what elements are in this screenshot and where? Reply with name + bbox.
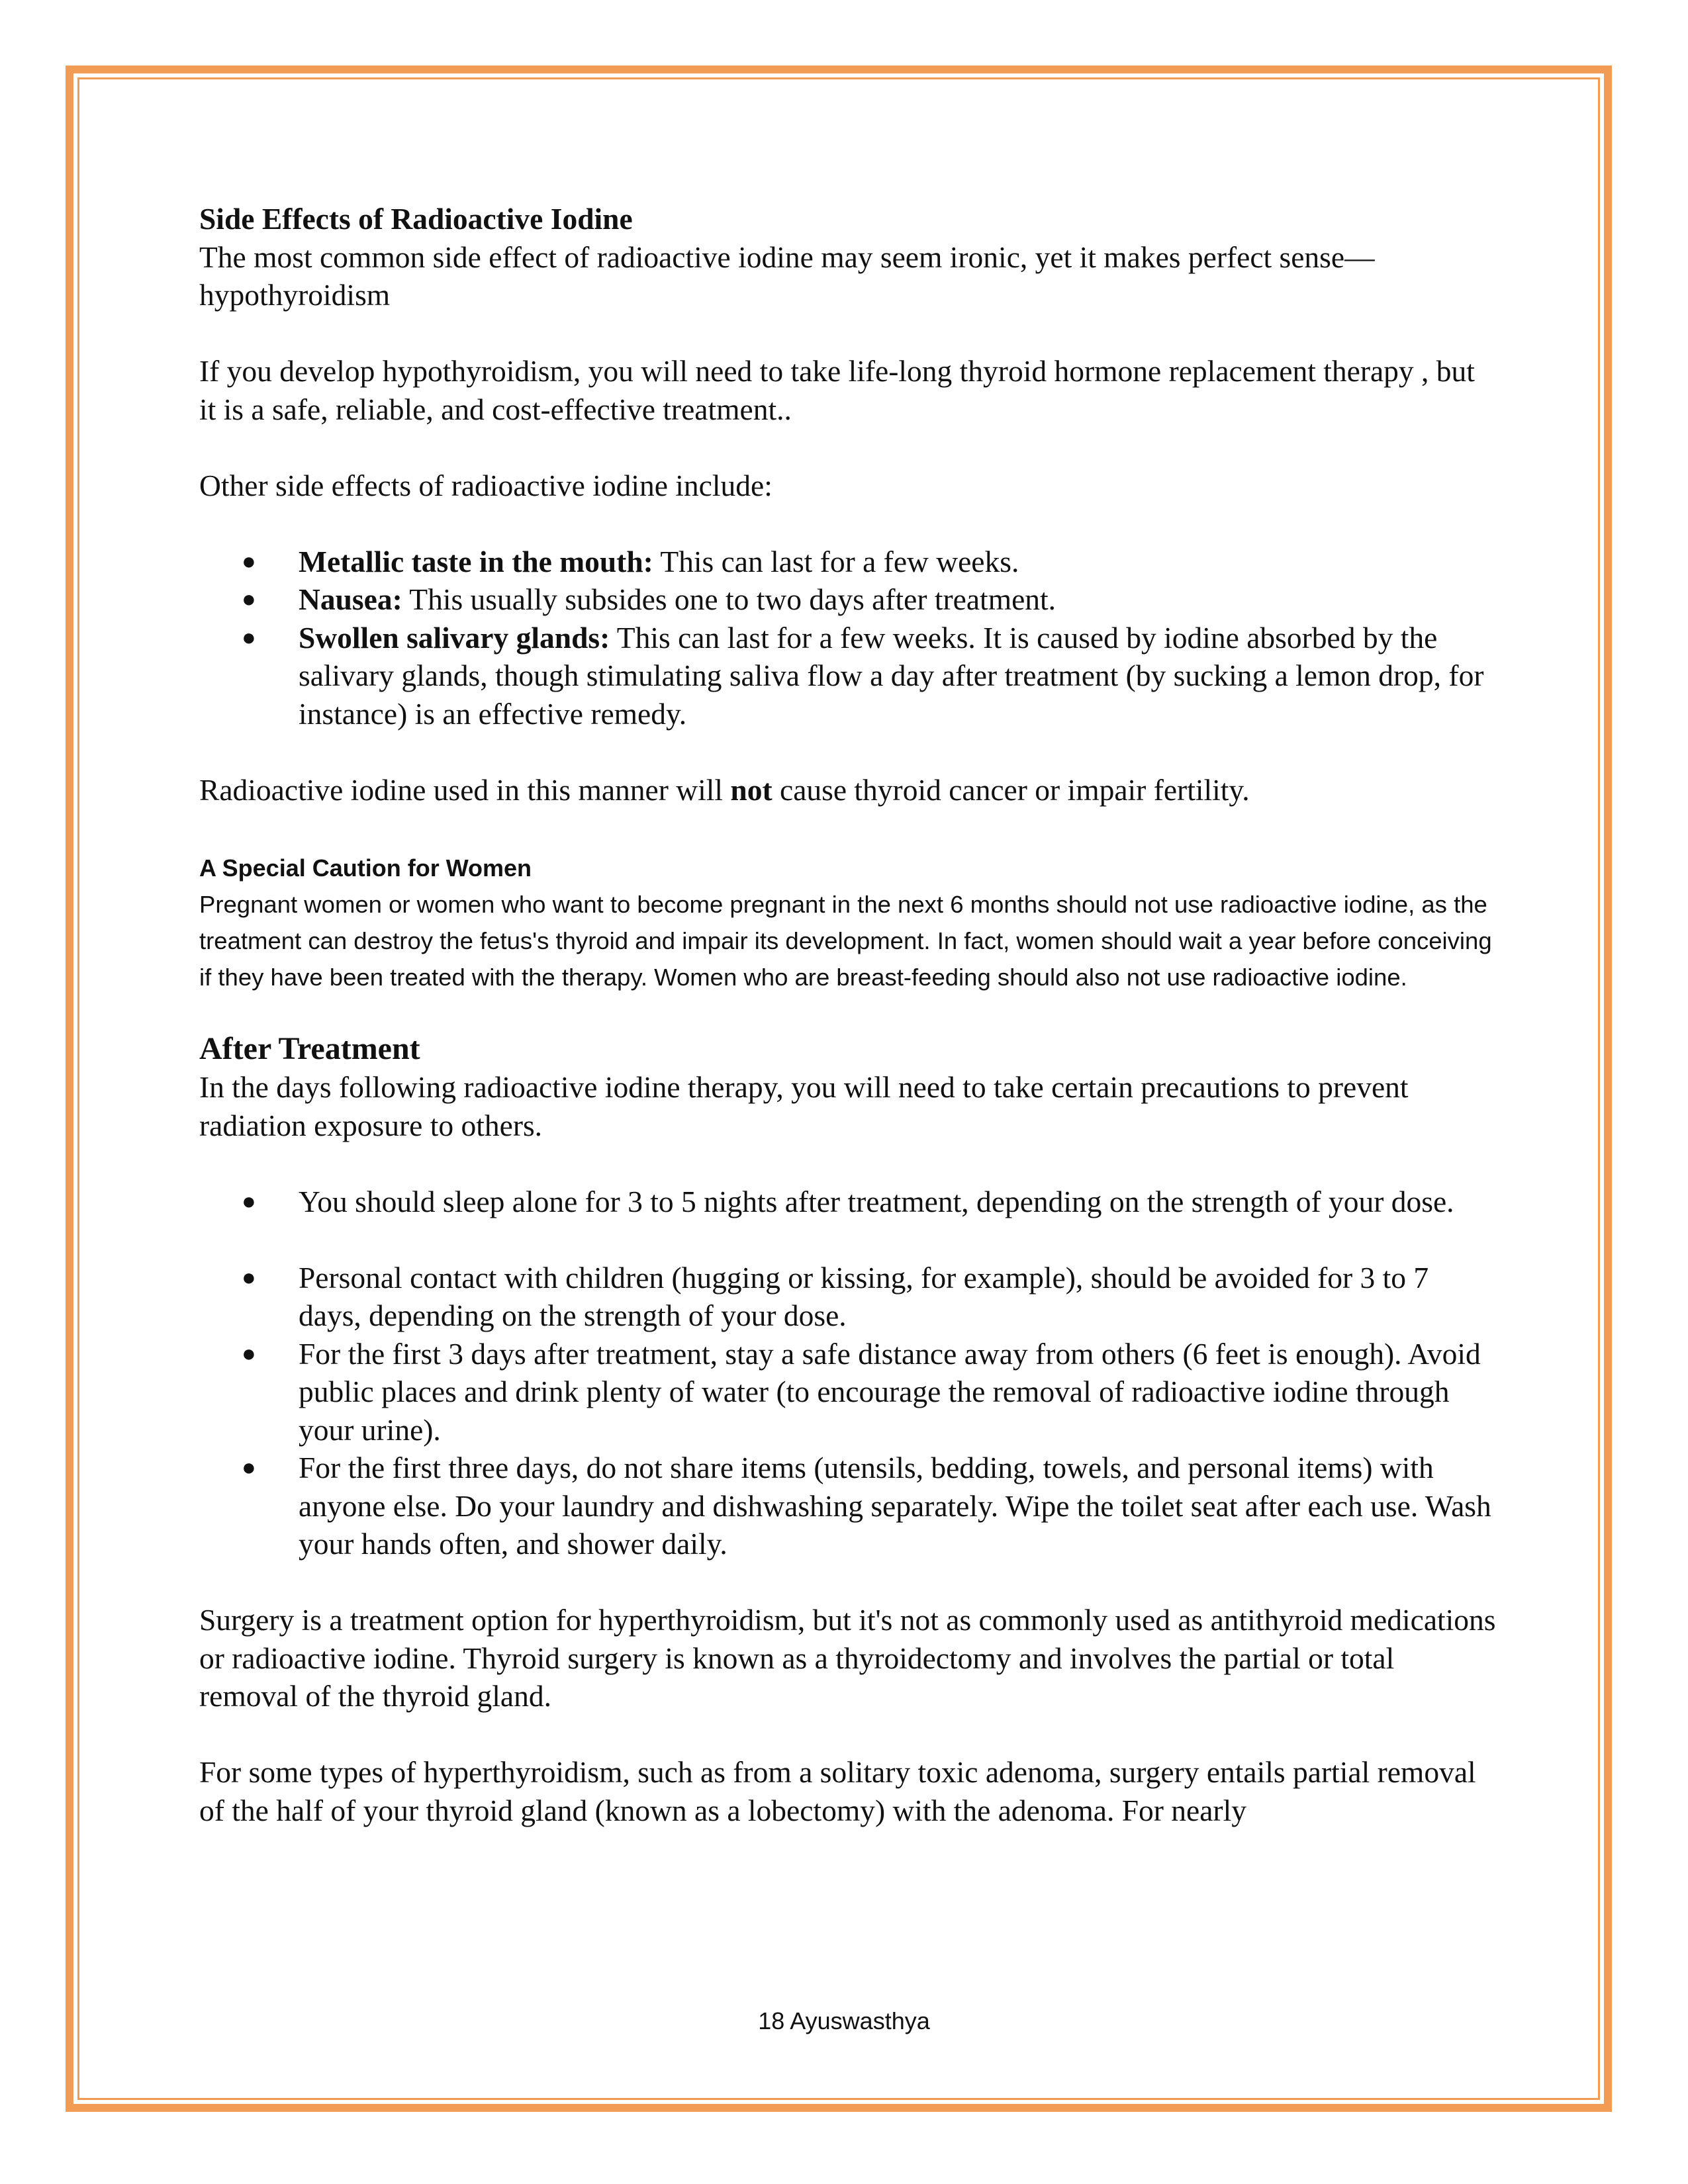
page-footer: 18 Ayuswasthya xyxy=(758,2007,930,2034)
side-effects-list xyxy=(199,543,1497,733)
list-item: ● For the first 3 days after treatment, stay a safe distance away from others (6 feet is enough). Avoid public places and drink plenty of water (to encourage the removal of radioactive iodine through your urine). xyxy=(199,1335,1497,1449)
list-item: ● Swollen salivary glands: This can last for a few weeks. It is caused by iodine absorbed by the salivary glands, though stimulating saliva flow a day after treatment (by sucking a lemon drop, for instance) is an effective remedy. xyxy=(199,619,1497,733)
precautions-list-1 xyxy=(199,1183,1497,1221)
bullet-icon: ● xyxy=(242,623,256,651)
caution-heading: A Special Caution for Women xyxy=(199,854,532,882)
paragraph-other-effects: Other side effects of radioactive iodine include: xyxy=(199,468,773,502)
paragraph-hypothyroidism: If you develop hypothyroidism, you will need to take life-long thyroid hormone replacement therapy , but it is a safe, reliable, and cost-effective treatment.. xyxy=(199,354,1475,426)
paragraph-intro: The most common side effect of radioactive iodine may seem ironic, yet it makes perfect sense—hypothyroidism xyxy=(199,240,1375,312)
paragraph-surgery-types: For some types of hyperthyroidism, such as from a solitary toxic adenoma, surgery entails partial removal of the half of your thyroid gland (known as a lobectomy) with the adenoma. For nearly xyxy=(199,1755,1476,1827)
list-item: ● For the first three days, do not share items (utensils, bedding, towels, and personal items) with anyone else. Do your laundry and dishwashing separately. Wipe the toilet seat after each use. Wash your hands often, and shower daily. xyxy=(199,1449,1497,1563)
section-heading-side-effects: Side Effects of Radioactive Iodine xyxy=(199,202,633,236)
bullet-icon: ● xyxy=(242,1263,256,1291)
list-item: ● Metallic taste in the mouth: This can last for a few weeks. xyxy=(199,543,1497,581)
section-heading-after-treatment: After Treatment xyxy=(199,1031,420,1066)
bullet-icon: ● xyxy=(242,1340,256,1367)
caution-text: Pregnant women or women who want to become pregnant in the next 6 months should not use radioactive iodine, as the treatment can destroy the fetus's thyroid and impair its development. In fact, women should wait a year before conceiving if they have been treated with the therapy. Women who are breast-feeding should also not use radioactive iodine. xyxy=(199,891,1492,991)
page-content xyxy=(199,200,1497,1829)
bullet-icon: ● xyxy=(242,1454,256,1480)
precautions-list-2 xyxy=(199,1259,1497,1563)
paragraph-surgery: Surgery is a treatment option for hyperthyroidism, but it's not as commonly used as antithyroid medications or radioactive iodine. Thyroid surgery is known as a thyroidectomy and involves the partial or total removal of the thyroid gland. xyxy=(199,1603,1496,1713)
bullet-icon: ● xyxy=(242,547,256,574)
bullet-icon: ● xyxy=(242,586,256,612)
list-item: ● You should sleep alone for 3 to 5 nights after treatment, depending on the strength of your dose. xyxy=(199,1183,1497,1221)
paragraph-after-intro: In the days following radioactive iodine therapy, you will need to take certain precautions to prevent radiation exposure to others. xyxy=(199,1070,1409,1142)
paragraph-fertility-note: Radioactive iodine used in this manner will not cause thyroid cancer or impair fertility. xyxy=(199,772,1250,807)
list-item: ● Personal contact with children (hugging or kissing, for example), should be avoided for 3 to 7 days, depending on the strength of your dose. xyxy=(199,1259,1497,1335)
list-item: ● Nausea: This usually subsides one to two days after treatment. xyxy=(199,580,1497,619)
bullet-icon: ● xyxy=(242,1187,256,1214)
